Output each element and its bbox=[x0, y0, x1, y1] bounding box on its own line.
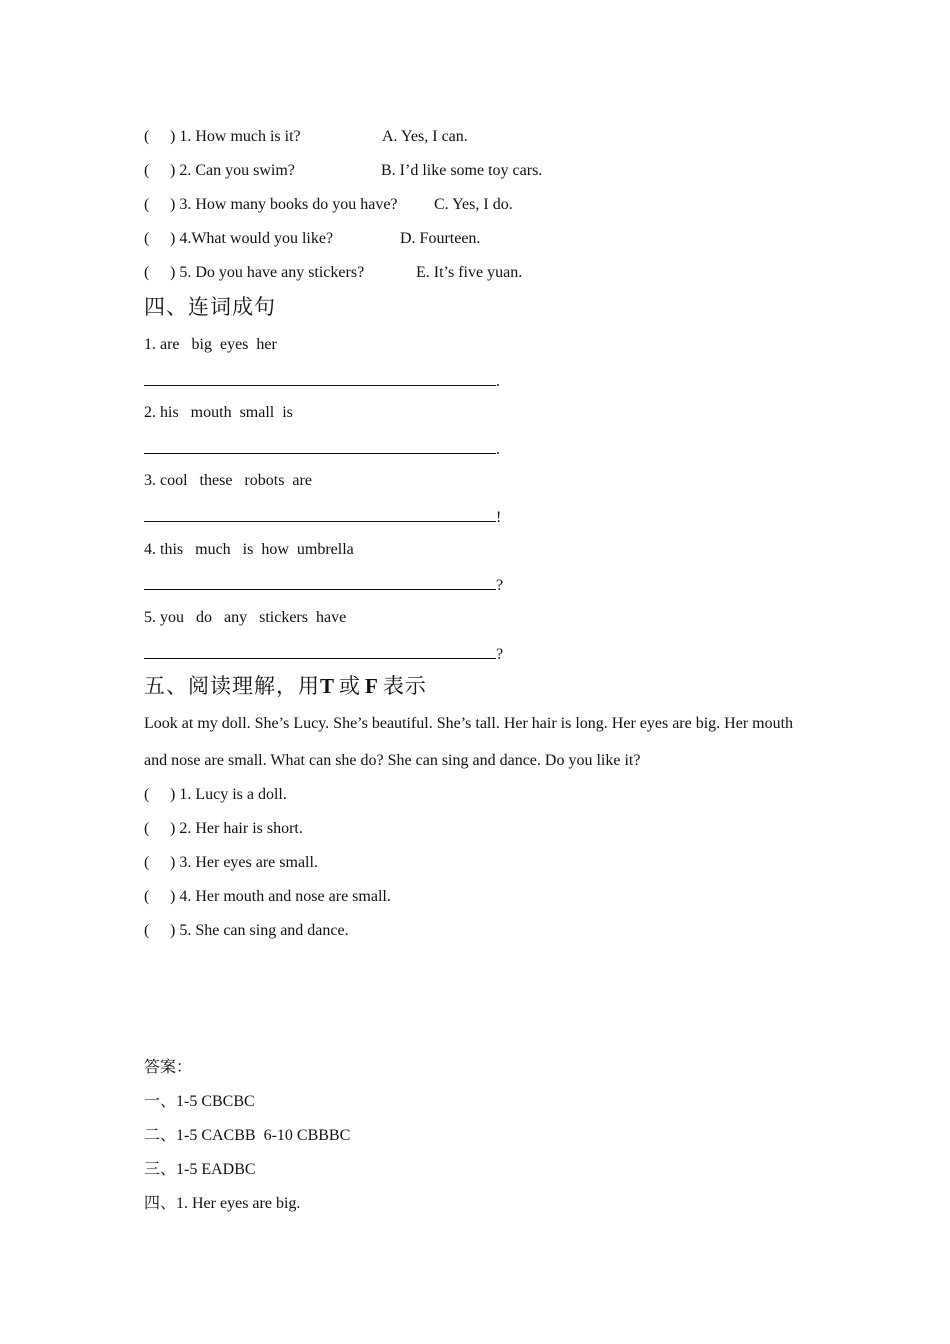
tf-item-5 bbox=[144, 921, 349, 941]
tf-statement: ) 2. Her hair is short. bbox=[170, 820, 303, 837]
answer-key-line: 二、1-5 CACBB 6-10 CBBBC bbox=[144, 1127, 351, 1144]
match-question-text: ) 1. How much is it? bbox=[170, 128, 301, 145]
match-option-a: A. Yes, I can. bbox=[382, 128, 468, 145]
match-question-text: ) 5. Do you have any stickers? bbox=[170, 264, 365, 281]
match-question-1 bbox=[144, 127, 301, 147]
sentence-end-mark: . bbox=[496, 373, 500, 390]
answer-paren: ( bbox=[144, 888, 150, 905]
answer-paren: ( bbox=[144, 128, 150, 145]
match-question-3 bbox=[144, 195, 398, 215]
sentence-end-mark: . bbox=[496, 441, 500, 458]
tf-item-3 bbox=[144, 853, 318, 873]
word-order-item-5: 5. you do any stickers have bbox=[144, 609, 347, 626]
answer-line-4 bbox=[144, 573, 503, 596]
match-question-2 bbox=[144, 161, 295, 181]
answer-paren: ( bbox=[144, 820, 150, 837]
answer-paren: ( bbox=[144, 230, 150, 247]
tf-statement: ) 4. Her mouth and nose are small. bbox=[170, 888, 391, 905]
answer-paren: ( bbox=[144, 786, 150, 803]
answer-key-line: 三、1-5 EADBC bbox=[144, 1161, 256, 1178]
tf-statement: ) 3. Her eyes are small. bbox=[170, 854, 318, 871]
match-question-text: ) 3. How many books do you have? bbox=[170, 196, 398, 213]
section-4-title: 四、连词成句 bbox=[144, 295, 276, 319]
match-option-b: B. I’d like some toy cars. bbox=[381, 162, 543, 179]
answer-blank bbox=[144, 437, 496, 454]
word-order-item-3: 3. cool these robots are bbox=[144, 472, 312, 489]
reading-passage: Look at my doll. She’s Lucy. She’s beautiful. She’s tall. Her hair is long. Her eyes are big. Her mouth and nose are small. What can she do? She can sing and dance. Do you like it? bbox=[144, 715, 794, 769]
match-option-d: D. Fourteen. bbox=[400, 230, 481, 247]
answer-paren: ( bbox=[144, 854, 150, 871]
answer-blank bbox=[144, 573, 496, 590]
answer-key-line: 一、1-5 CBCBC bbox=[144, 1093, 255, 1110]
match-question-5 bbox=[144, 263, 364, 283]
title-false-mark: F bbox=[365, 674, 379, 698]
sentence-end-mark: ? bbox=[496, 577, 504, 594]
answer-line-3 bbox=[144, 505, 501, 528]
sentence-end-mark: ? bbox=[496, 646, 504, 663]
answer-paren: ( bbox=[144, 264, 150, 281]
answer-line-5 bbox=[144, 642, 503, 665]
section-5-title bbox=[144, 673, 427, 699]
tf-item-4 bbox=[144, 887, 391, 907]
tf-item-2 bbox=[144, 819, 303, 839]
match-option-e: E. It’s five yuan. bbox=[416, 264, 523, 281]
match-question-text: ) 4.What would you like? bbox=[170, 230, 334, 247]
answer-paren: ( bbox=[144, 162, 150, 179]
answer-blank bbox=[144, 642, 496, 659]
sentence-end-mark: ! bbox=[496, 509, 502, 526]
answer-line-2 bbox=[144, 437, 500, 460]
word-order-item-2: 2. his mouth small is bbox=[144, 404, 293, 421]
title-true-mark: T bbox=[320, 674, 336, 698]
tf-statement: ) 5. She can sing and dance. bbox=[170, 922, 349, 939]
answer-blank bbox=[144, 369, 496, 386]
answer-key-line: 四、1. Her eyes are big. bbox=[144, 1195, 301, 1212]
match-question-text: ) 2. Can you swim? bbox=[170, 162, 295, 179]
match-option-c: C. Yes, I do. bbox=[434, 196, 513, 213]
title-suffix: 表示 bbox=[382, 674, 427, 698]
tf-item-1 bbox=[144, 785, 287, 805]
word-order-item-1: 1. are big eyes her bbox=[144, 336, 277, 353]
match-question-4 bbox=[144, 229, 333, 249]
word-order-item-4: 4. this much is how umbrella bbox=[144, 541, 354, 558]
answer-blank bbox=[144, 505, 496, 522]
answers-label: 答案： bbox=[144, 1059, 193, 1076]
title-or: 或 bbox=[339, 674, 362, 698]
answer-paren: ( bbox=[144, 922, 150, 939]
title-prefix: 五、阅读理解，用 bbox=[144, 674, 320, 698]
answer-paren: ( bbox=[144, 196, 150, 213]
answer-line-1 bbox=[144, 369, 500, 392]
tf-statement: ) 1. Lucy is a doll. bbox=[170, 786, 287, 803]
